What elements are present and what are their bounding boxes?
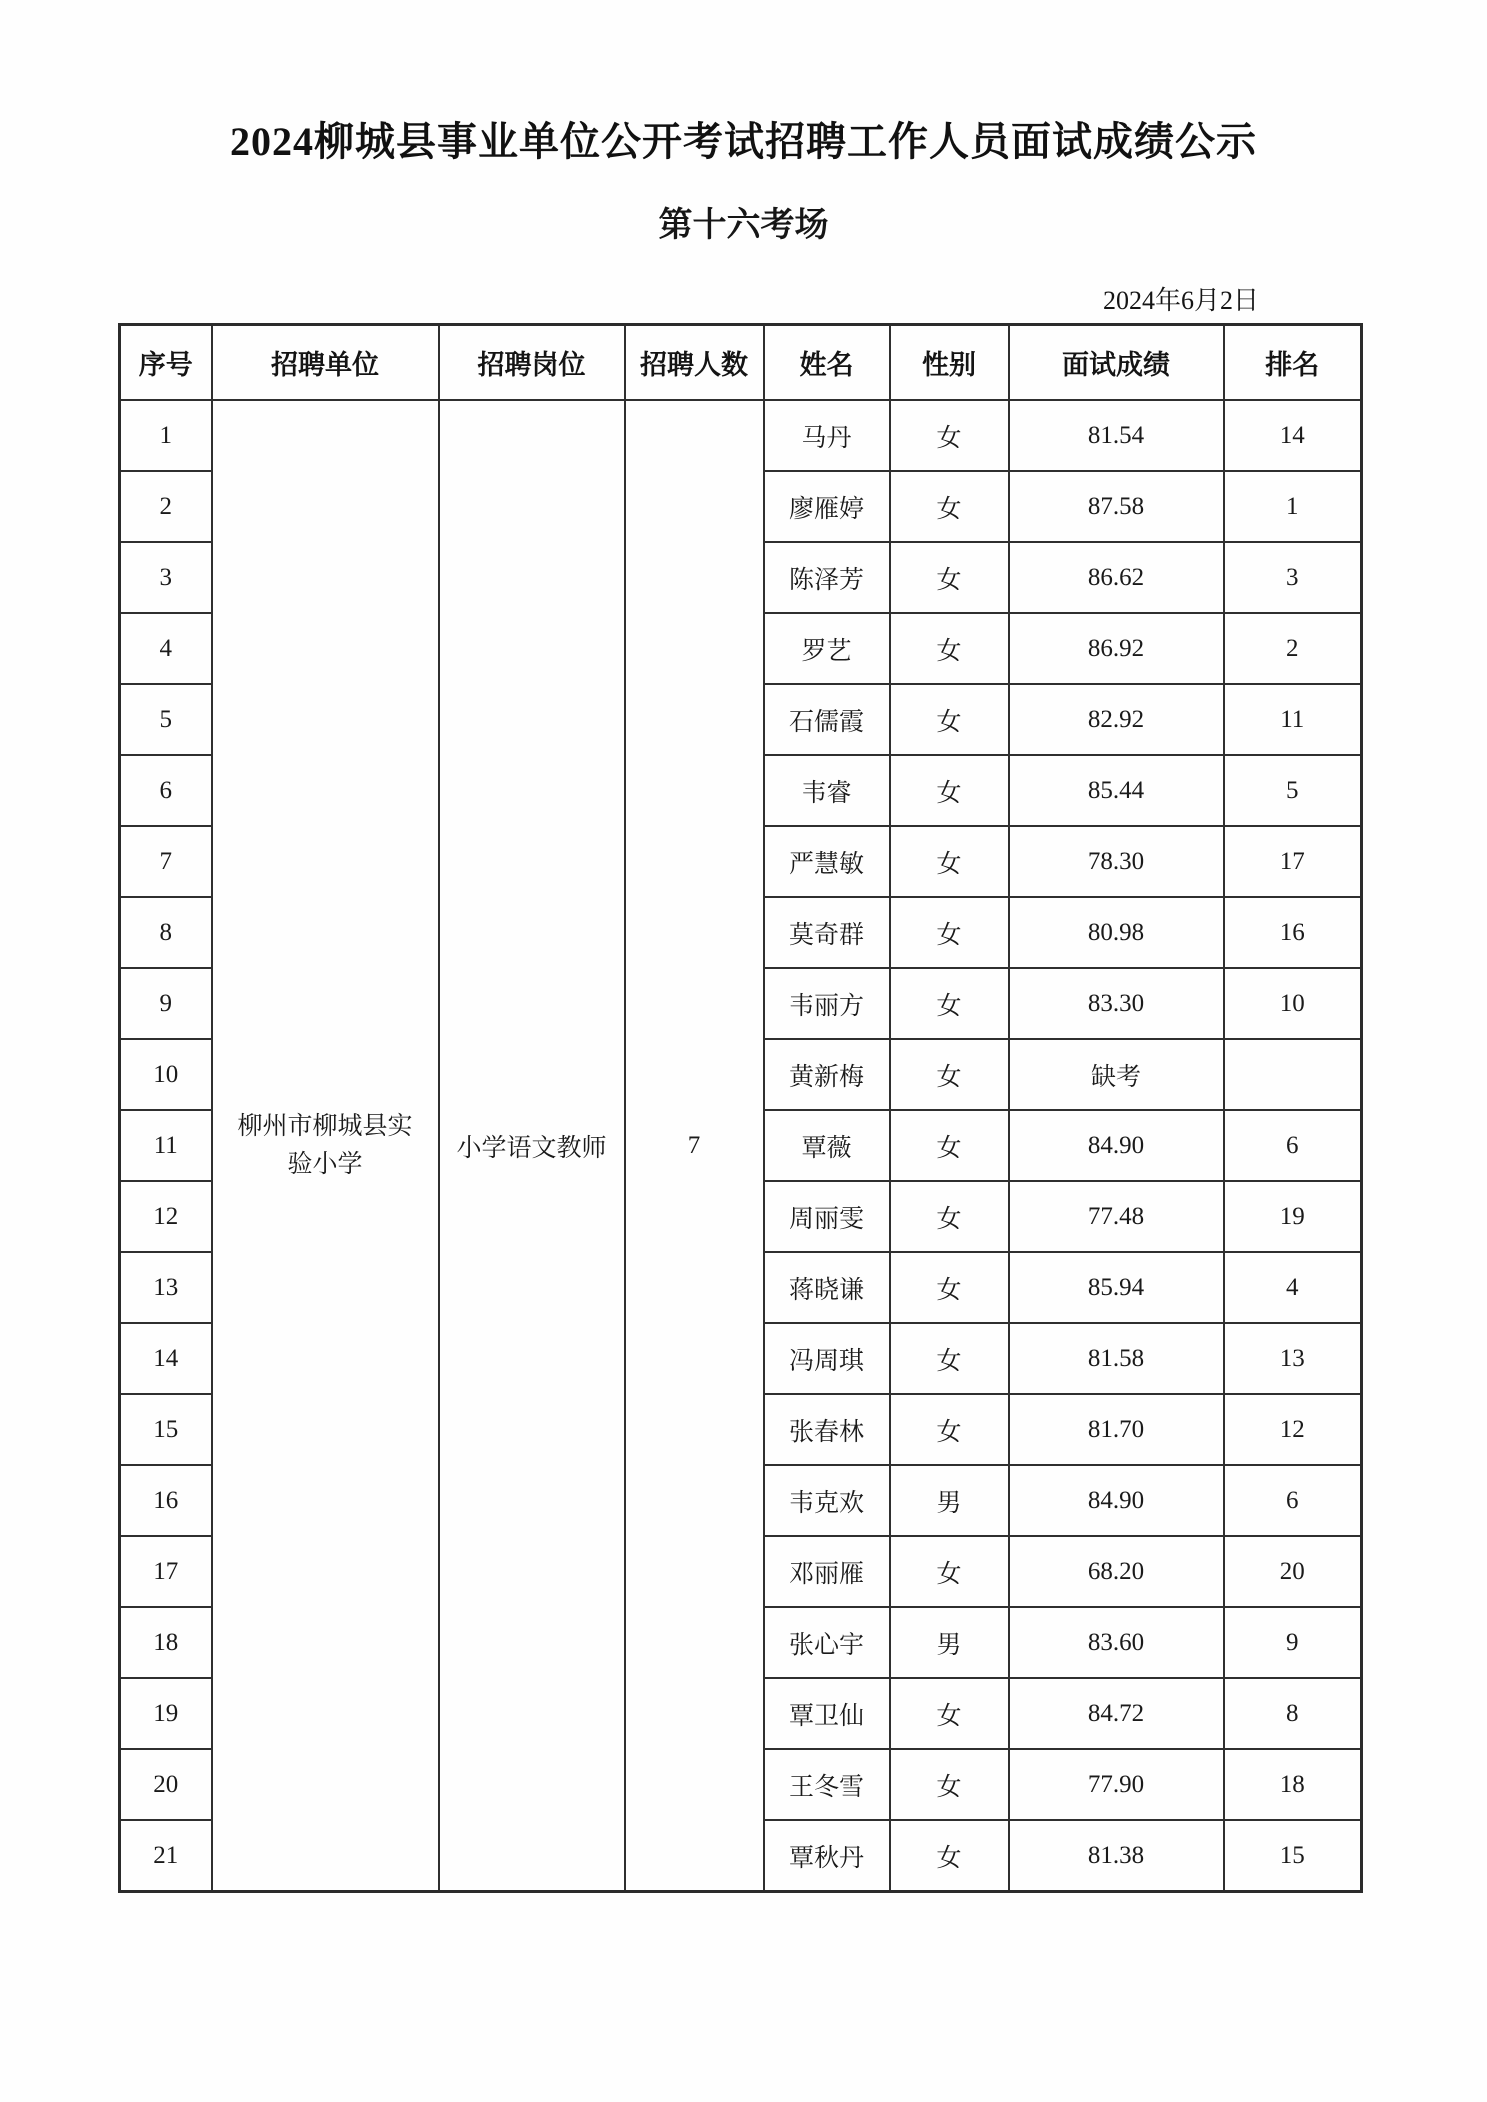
document-date: 2024年6月2日 <box>1102 286 1259 315</box>
cell-rank: 20 <box>1224 1536 1362 1607</box>
cell-rank: 10 <box>1224 968 1362 1039</box>
cell-rank: 2 <box>1224 613 1362 684</box>
cell-name: 韦睿 <box>764 755 890 826</box>
cell-score: 81.70 <box>1009 1394 1224 1465</box>
cell-serial: 7 <box>120 826 212 897</box>
cell-name: 张心宇 <box>764 1607 890 1678</box>
cell-gender: 男 <box>890 1607 1009 1678</box>
table-row <box>120 400 1362 471</box>
cell-name: 邓丽雁 <box>764 1536 890 1607</box>
cell-name: 覃薇 <box>764 1110 890 1181</box>
header-rank: 排名 <box>1224 325 1362 401</box>
header-unit: 招聘单位 <box>212 325 439 401</box>
cell-score: 83.60 <box>1009 1607 1224 1678</box>
cell-name: 王冬雪 <box>764 1749 890 1820</box>
exam-room-subtitle: 第十六考场 <box>658 207 829 244</box>
cell-name: 冯周琪 <box>764 1323 890 1394</box>
header-name: 姓名 <box>764 325 890 401</box>
cell-name: 张春林 <box>764 1394 890 1465</box>
cell-score: 81.38 <box>1009 1820 1224 1892</box>
cell-recruiting-unit: 柳州市柳城县实验小学 <box>212 400 439 1892</box>
cell-name: 蒋晓谦 <box>764 1252 890 1323</box>
cell-serial: 14 <box>120 1323 212 1394</box>
cell-serial: 18 <box>120 1607 212 1678</box>
cell-name: 黄新梅 <box>764 1039 890 1110</box>
cell-gender: 男 <box>890 1465 1009 1536</box>
cell-score: 81.54 <box>1009 400 1224 471</box>
cell-name: 莫奇群 <box>764 897 890 968</box>
cell-serial: 4 <box>120 613 212 684</box>
cell-serial: 5 <box>120 684 212 755</box>
cell-score: 77.90 <box>1009 1749 1224 1820</box>
cell-rank: 6 <box>1224 1465 1362 1536</box>
cell-name: 覃卫仙 <box>764 1678 890 1749</box>
cell-name: 韦丽方 <box>764 968 890 1039</box>
cell-rank: 12 <box>1224 1394 1362 1465</box>
cell-rank: 4 <box>1224 1252 1362 1323</box>
cell-gender: 女 <box>890 684 1009 755</box>
cell-serial: 21 <box>120 1820 212 1892</box>
cell-name: 廖雁婷 <box>764 471 890 542</box>
cell-serial: 1 <box>120 400 212 471</box>
cell-rank: 13 <box>1224 1323 1362 1394</box>
cell-rank: 11 <box>1224 684 1362 755</box>
cell-gender: 女 <box>890 826 1009 897</box>
cell-gender: 女 <box>890 542 1009 613</box>
cell-score: 78.30 <box>1009 826 1224 897</box>
cell-name: 韦克欢 <box>764 1465 890 1536</box>
cell-gender: 女 <box>890 1039 1009 1110</box>
cell-serial: 11 <box>120 1110 212 1181</box>
cell-rank: 15 <box>1224 1820 1362 1892</box>
cell-rank: 5 <box>1224 755 1362 826</box>
cell-score: 86.62 <box>1009 542 1224 613</box>
cell-gender: 女 <box>890 400 1009 471</box>
cell-gender: 女 <box>890 613 1009 684</box>
cell-serial: 20 <box>120 1749 212 1820</box>
cell-score: 82.92 <box>1009 684 1224 755</box>
cell-gender: 女 <box>890 471 1009 542</box>
cell-gender: 女 <box>890 897 1009 968</box>
cell-gender: 女 <box>890 1820 1009 1892</box>
cell-gender: 女 <box>890 1252 1009 1323</box>
cell-serial: 9 <box>120 968 212 1039</box>
cell-score: 缺考 <box>1009 1039 1224 1110</box>
header-position: 招聘岗位 <box>439 325 625 401</box>
cell-rank: 14 <box>1224 400 1362 471</box>
cell-name: 覃秋丹 <box>764 1820 890 1892</box>
cell-name: 马丹 <box>764 400 890 471</box>
cell-rank: 19 <box>1224 1181 1362 1252</box>
cell-score: 80.98 <box>1009 897 1224 968</box>
cell-serial: 12 <box>120 1181 212 1252</box>
cell-score: 77.48 <box>1009 1181 1224 1252</box>
cell-serial: 3 <box>120 542 212 613</box>
cell-headcount: 7 <box>625 400 764 1892</box>
cell-rank: 9 <box>1224 1607 1362 1678</box>
cell-score: 85.94 <box>1009 1252 1224 1323</box>
cell-score: 81.58 <box>1009 1323 1224 1394</box>
document-title: 2024柳城县事业单位公开考试招聘工作人员面试成绩公示 <box>230 119 1257 164</box>
cell-serial: 10 <box>120 1039 212 1110</box>
cell-serial: 17 <box>120 1536 212 1607</box>
cell-name: 陈泽芳 <box>764 542 890 613</box>
cell-name: 石儒霞 <box>764 684 890 755</box>
cell-gender: 女 <box>890 1536 1009 1607</box>
cell-rank: 6 <box>1224 1110 1362 1181</box>
cell-rank: 3 <box>1224 542 1362 613</box>
cell-gender: 女 <box>890 1394 1009 1465</box>
cell-score: 68.20 <box>1009 1536 1224 1607</box>
cell-name: 严慧敏 <box>764 826 890 897</box>
cell-rank: 17 <box>1224 826 1362 897</box>
header-score: 面试成绩 <box>1009 325 1224 401</box>
score-table <box>118 323 1363 1893</box>
cell-gender: 女 <box>890 968 1009 1039</box>
cell-rank: 18 <box>1224 1749 1362 1820</box>
cell-position: 小学语文教师 <box>439 400 625 1892</box>
cell-gender: 女 <box>890 1749 1009 1820</box>
header-row <box>120 325 1362 401</box>
cell-score: 84.90 <box>1009 1110 1224 1181</box>
cell-score: 86.92 <box>1009 613 1224 684</box>
cell-serial: 15 <box>120 1394 212 1465</box>
cell-name: 周丽雯 <box>764 1181 890 1252</box>
cell-serial: 6 <box>120 755 212 826</box>
cell-score: 84.72 <box>1009 1678 1224 1749</box>
cell-gender: 女 <box>890 755 1009 826</box>
cell-gender: 女 <box>890 1181 1009 1252</box>
cell-name: 罗艺 <box>764 613 890 684</box>
cell-gender: 女 <box>890 1323 1009 1394</box>
cell-score: 84.90 <box>1009 1465 1224 1536</box>
cell-score: 87.58 <box>1009 471 1224 542</box>
cell-rank <box>1224 1039 1362 1110</box>
cell-gender: 女 <box>890 1678 1009 1749</box>
header-serial: 序号 <box>120 325 212 401</box>
cell-serial: 16 <box>120 1465 212 1536</box>
header-gender: 性别 <box>890 325 1009 401</box>
cell-serial: 8 <box>120 897 212 968</box>
cell-score: 85.44 <box>1009 755 1224 826</box>
cell-serial: 13 <box>120 1252 212 1323</box>
cell-score: 83.30 <box>1009 968 1224 1039</box>
cell-serial: 2 <box>120 471 212 542</box>
cell-serial: 19 <box>120 1678 212 1749</box>
cell-rank: 1 <box>1224 471 1362 542</box>
cell-rank: 16 <box>1224 897 1362 968</box>
header-headcount: 招聘人数 <box>625 325 764 401</box>
cell-gender: 女 <box>890 1110 1009 1181</box>
cell-rank: 8 <box>1224 1678 1362 1749</box>
